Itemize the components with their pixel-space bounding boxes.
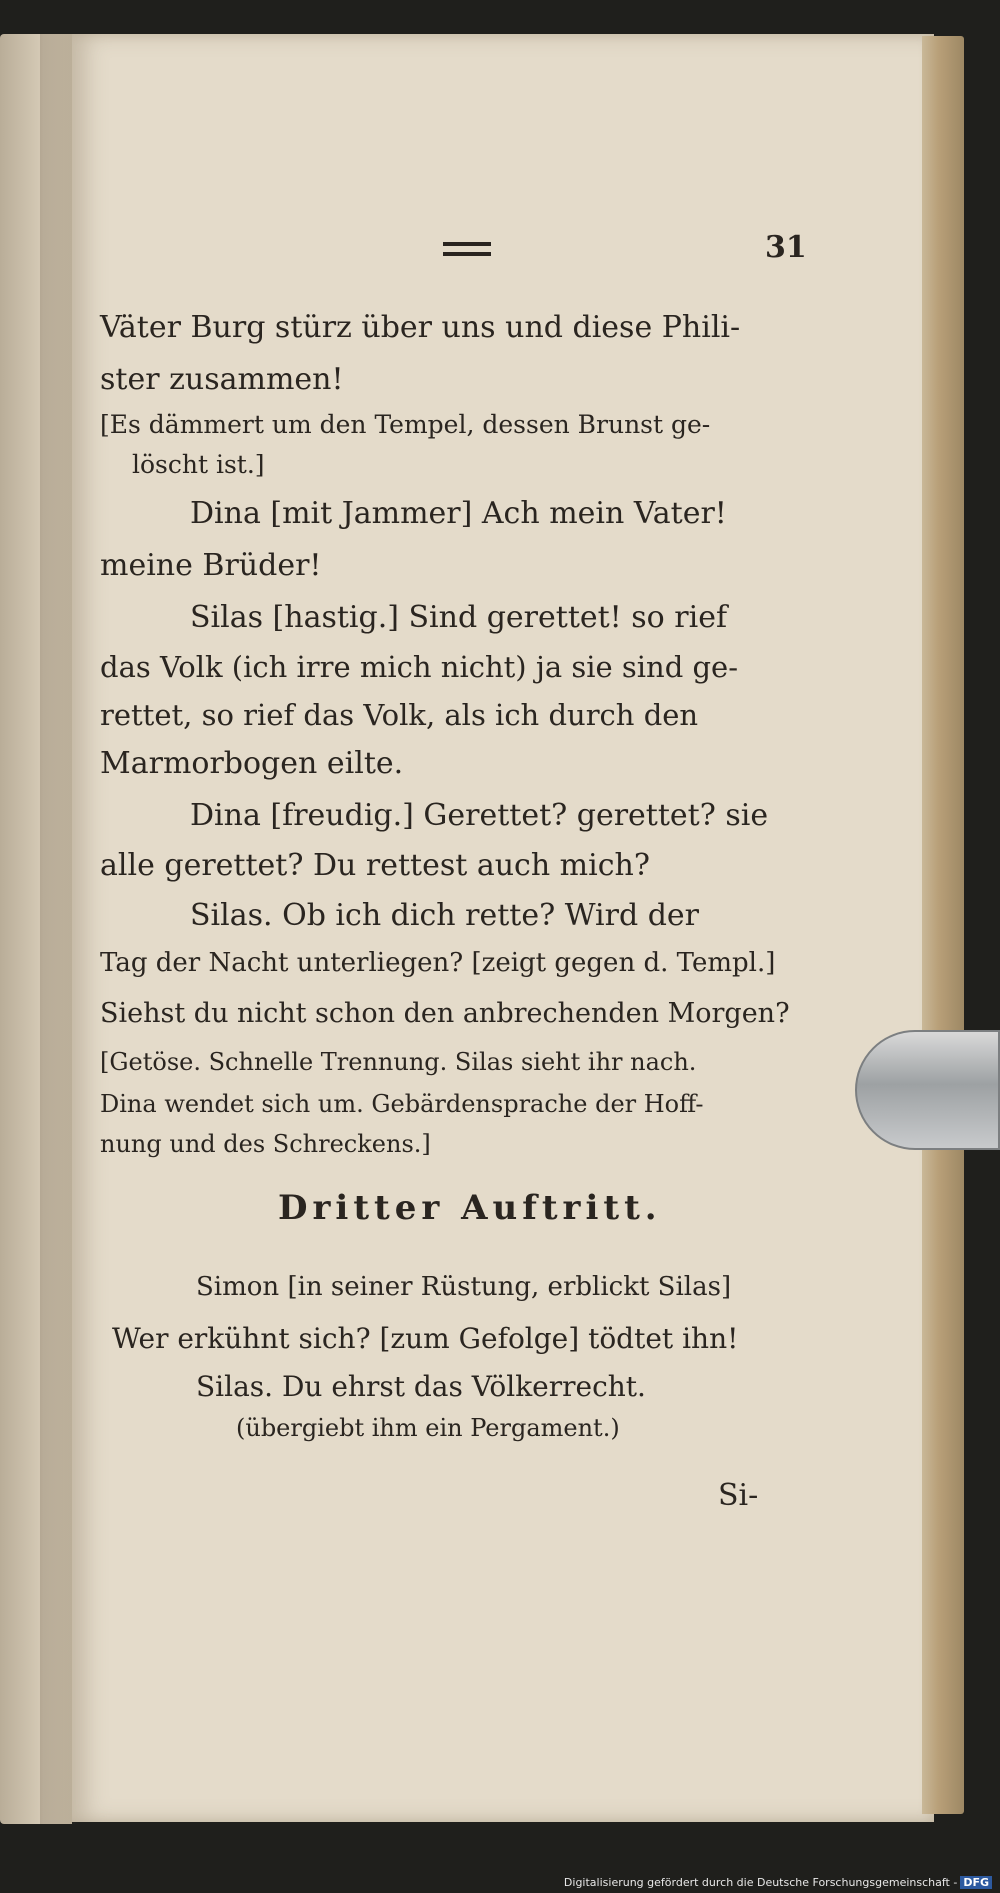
text-line: Väter Burg stürz über uns und diese Phili- bbox=[100, 310, 741, 345]
digitization-credit bbox=[564, 1876, 992, 1889]
text-line: Marmorbogen eilte. bbox=[100, 746, 404, 781]
stage-direction: Dina wendet sich um. Gebärdensprache der Hoff- bbox=[100, 1090, 704, 1118]
stage-direction: löscht ist.] bbox=[132, 450, 265, 479]
page-number: 31 bbox=[765, 230, 807, 265]
stage-direction: nung und des Schreckens.] bbox=[100, 1130, 431, 1158]
speaker-line: Simon [in seiner Rüstung, erblickt Silas] bbox=[196, 1272, 732, 1302]
scene-heading: Dritter Auftritt. bbox=[278, 1188, 662, 1228]
text-line: meine Brüder! bbox=[100, 548, 322, 583]
header-rule bbox=[443, 242, 491, 256]
stage-direction: (übergiebt ihm ein Pergament.) bbox=[236, 1414, 620, 1442]
text-line: Tag der Nacht unterliegen? [zeigt gegen d. Templ.] bbox=[100, 948, 776, 978]
credit-text: Digitalisierung gefördert durch die Deutsche Forschungsgemeinschaft - bbox=[563, 1876, 958, 1889]
text-line: rettet, so rief das Volk, als ich durch den bbox=[100, 698, 699, 732]
stage-direction: [Es dämmert um den Tempel, dessen Brunst ge- bbox=[100, 410, 711, 439]
text-line: das Volk (ich irre mich nicht) ja sie sind ge- bbox=[100, 650, 739, 684]
speaker-line: Silas [hastig.] Sind gerettet! so rief bbox=[190, 600, 728, 635]
text-line: ster zusammen! bbox=[100, 362, 344, 397]
speaker-line: Silas. Du ehrst das Völkerrecht. bbox=[196, 1370, 646, 1403]
text-line: Wer erkühnt sich? [zum Gefolge] tödtet ihn! bbox=[112, 1322, 739, 1355]
dfg-logo: DFG bbox=[960, 1876, 992, 1889]
catchword: Si- bbox=[718, 1478, 759, 1513]
page-stack-edge bbox=[922, 36, 964, 1814]
stage-direction: [Getöse. Schnelle Trennung. Silas sieht ihr nach. bbox=[100, 1048, 697, 1076]
text-line: alle gerettet? Du rettest auch mich? bbox=[100, 848, 650, 883]
speaker-line: Dina [mit Jammer] Ach mein Vater! bbox=[190, 496, 727, 531]
text-line: Siehst du nicht schon den anbrechenden Morgen? bbox=[100, 998, 790, 1029]
speaker-line: Dina [freudig.] Gerettet? gerettet? sie bbox=[190, 798, 769, 833]
page-clip bbox=[855, 1030, 1000, 1150]
speaker-line: Silas. Ob ich dich rette? Wird der bbox=[190, 898, 700, 933]
